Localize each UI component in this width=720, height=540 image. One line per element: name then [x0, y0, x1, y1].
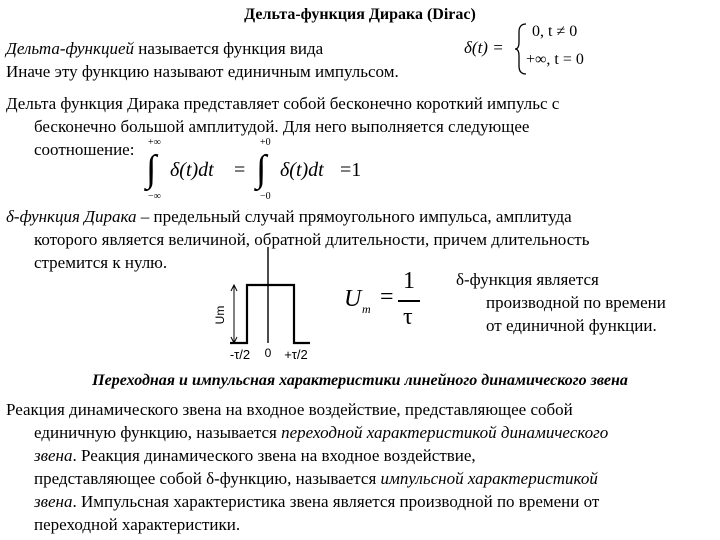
- para4-line5: [34, 490, 599, 513]
- para4-line3-text: . Реакция динамического звена на входное воздействие,: [72, 446, 476, 465]
- side-note-line3: от единичной функции.: [486, 316, 657, 335]
- section-title: Переходная и импульсная характеристики линейного динамического звена: [92, 372, 628, 389]
- integral-result: =1: [340, 159, 362, 181]
- amplitude-formula: [344, 268, 434, 338]
- integrand2: δ(t)dt: [280, 159, 324, 181]
- side-note-line2: производной по времени: [486, 293, 666, 312]
- pos-half-width-label: +τ/2: [284, 347, 308, 362]
- origin-label: 0: [264, 346, 272, 360]
- integral2-sign-icon: ∫: [256, 148, 267, 190]
- um-equals: =: [380, 284, 394, 310]
- integral2-upper: +0: [260, 137, 271, 148]
- para2-line1: Дельта функция Дирака представляет собой бесконечно короткий импульс с: [6, 94, 560, 113]
- para4-line3: [34, 444, 476, 467]
- integral-formula: [140, 137, 380, 203]
- definition-text: называется функция вида: [134, 39, 324, 58]
- para4-line1: Реакция динамического звена на входное воздействие, представляющее собой: [6, 400, 573, 419]
- case-two: +∞, t = 0: [526, 51, 584, 68]
- side-note-line1: δ-функция является: [456, 270, 599, 289]
- fraction-numerator: 1: [403, 268, 415, 294]
- delta-definition-formula: [464, 18, 624, 78]
- para4-line4: [34, 467, 598, 490]
- integral2-lower: −0: [260, 191, 271, 202]
- fraction-bar: [398, 300, 420, 302]
- formula-lhs: δ(t) =: [464, 38, 504, 57]
- para4-line6: переходной характеристики.: [34, 515, 241, 534]
- definition-line: [6, 37, 323, 60]
- amplitude-label: Um: [213, 305, 227, 325]
- para4-line2: [34, 421, 608, 444]
- impulse-response-term: импульсной характеристикой: [380, 469, 598, 488]
- neg-half-width-label: -τ/2: [229, 347, 251, 362]
- para2-line2: бесконечно большой амплитудой. Для него выполняется следующее: [34, 117, 530, 136]
- um-subscript: m: [362, 302, 371, 316]
- case-one: 0, t ≠ 0: [532, 23, 578, 40]
- integral1-upper: +∞: [148, 137, 161, 148]
- integral1-lower: −∞: [148, 191, 161, 202]
- para2-line3: соотношение:: [34, 140, 135, 159]
- integrand1: δ(t)dt: [170, 159, 214, 181]
- para3-line2: которого является величиной, обратной длительности, причем длительность: [34, 230, 590, 249]
- para4-line5-term: звена: [34, 492, 73, 511]
- page-title: Дельта-функция Дирака (Dirac): [244, 6, 476, 23]
- para3-term: δ-функция Дирака: [6, 207, 137, 226]
- um-symbol: U: [344, 286, 362, 312]
- para4-line2-text: единичную функцию, называется: [34, 423, 282, 442]
- definition-term: Дельта-функцией: [6, 39, 134, 58]
- pulse-shape: [230, 285, 310, 343]
- equals-sign: =: [234, 159, 246, 181]
- rectangular-pulse-diagram: [210, 245, 330, 365]
- para3-line1: [6, 205, 572, 228]
- fraction-denominator: τ: [403, 304, 413, 330]
- para4-line4-text: представляющее собой δ-функцию, называется: [34, 469, 381, 488]
- para4-line5-text: . Импульсная характеристика звена является производной по времени от: [72, 492, 600, 511]
- integral1-sign-icon: ∫: [146, 148, 157, 190]
- para4-line3-term: звена: [34, 446, 73, 465]
- alt-name-line: Иначе эту функцию называют единичным импульсом.: [6, 62, 399, 81]
- transient-response-term: переходной характеристикой динамического: [281, 423, 609, 442]
- para3-line1-text: – предельный случай прямоугольного импульса, амплитуда: [136, 207, 572, 226]
- para3-line3: стремится к нулю.: [34, 253, 168, 272]
